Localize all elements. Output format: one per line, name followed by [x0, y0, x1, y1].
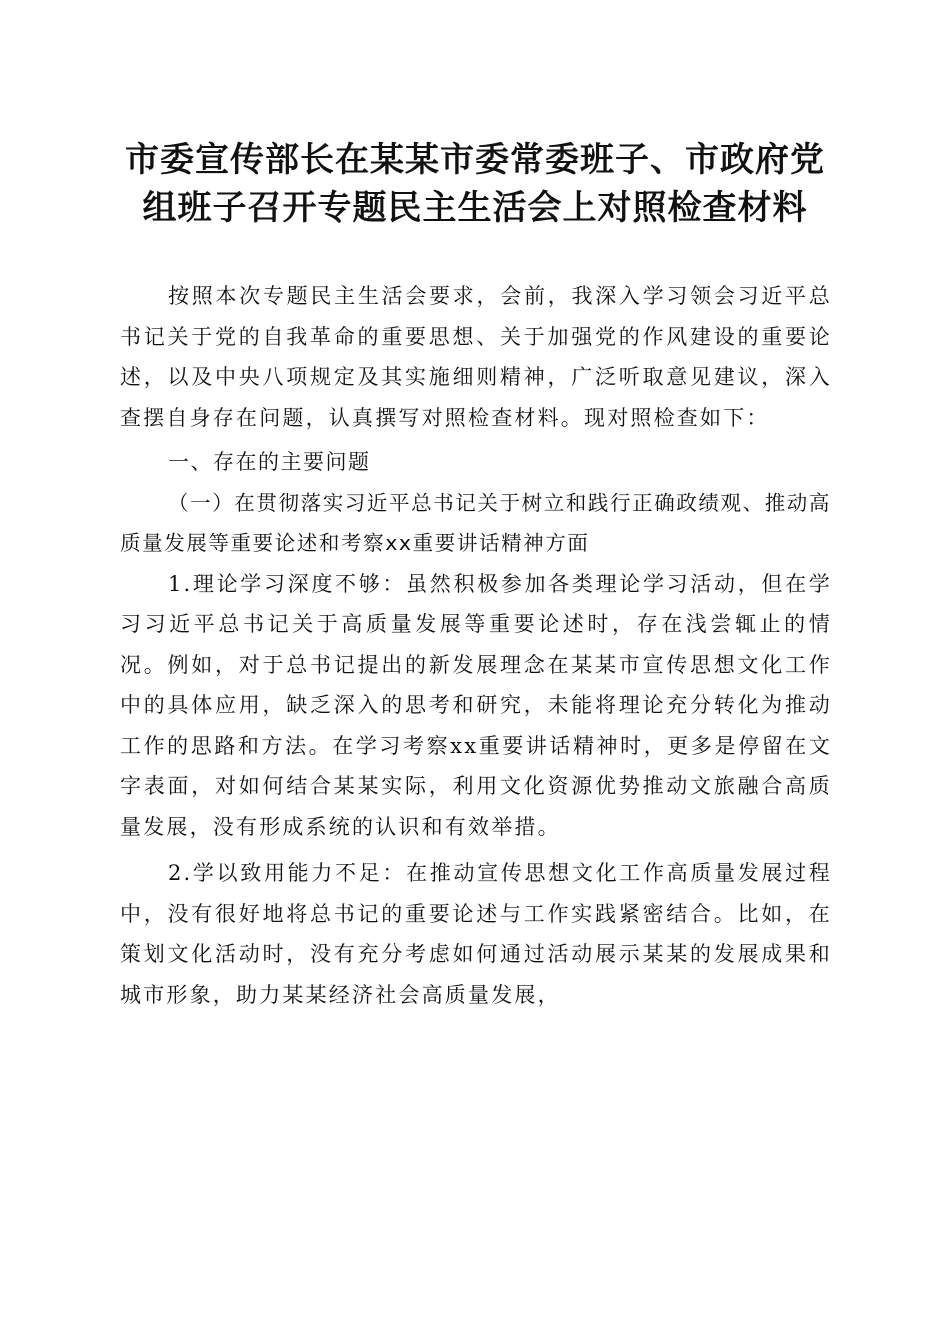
point-1-paragraph: 1.理论学习深度不够：虽然积极参加各类理论学习活动，但在学习习近平总书记关于高质量发展等重要论述时，存在浅尝辄止的情况。例如，对于总书记提出的新发展理念在某某市宣传思想文化工作中的具体应用，缺乏深入的思考和研究，未能将理论充分转化为推动工作的思路和方法。在学习考察xx重要讲话精神时，更多是停留在文字表面，对如何结合某某实际，利用文化资源优势推动文旅融合高质量发展，没有形成系统的认识和有效举措。 [120, 571, 832, 839]
point-2-paragraph: 2.学以致用能力不足：在推动宣传思想文化工作高质量发展过程中，没有很好地将总书记的重要论述与工作实践紧密结合。比如，在策划文化活动时，没有充分考虑如何通过活动展示某某的发展成果和城市形象，助力某某经济社会高质量发展， [120, 861, 832, 1007]
document-title [100, 136, 850, 232]
section-heading-problems: 一、存在的主要问题 [168, 450, 371, 474]
subsection-heading-1: （一）在贯彻落实习近平总书记关于树立和践行正确政绩观、推动高质量发展等重要论述和考察xx重要讲话精神方面 [120, 490, 831, 555]
document-body [120, 276, 832, 1015]
intro-paragraph: 按照本次专题民主生活会要求，会前，我深入学习领会习近平总书记关于党的自我革命的重要思想、关于加强党的作风建设的重要论述，以及中央八项规定及其实施细则精神，广泛听取意见建议，深入查摆自身存在问题，认真撰写对照检查材料。现对照检查如下： [120, 284, 832, 430]
title-line-1: 市委宣传部长在某某市委常委班子、市政府党 [125, 140, 825, 180]
title-line-2: 组班子召开专题民主生活会上对照检查材料 [142, 188, 808, 228]
